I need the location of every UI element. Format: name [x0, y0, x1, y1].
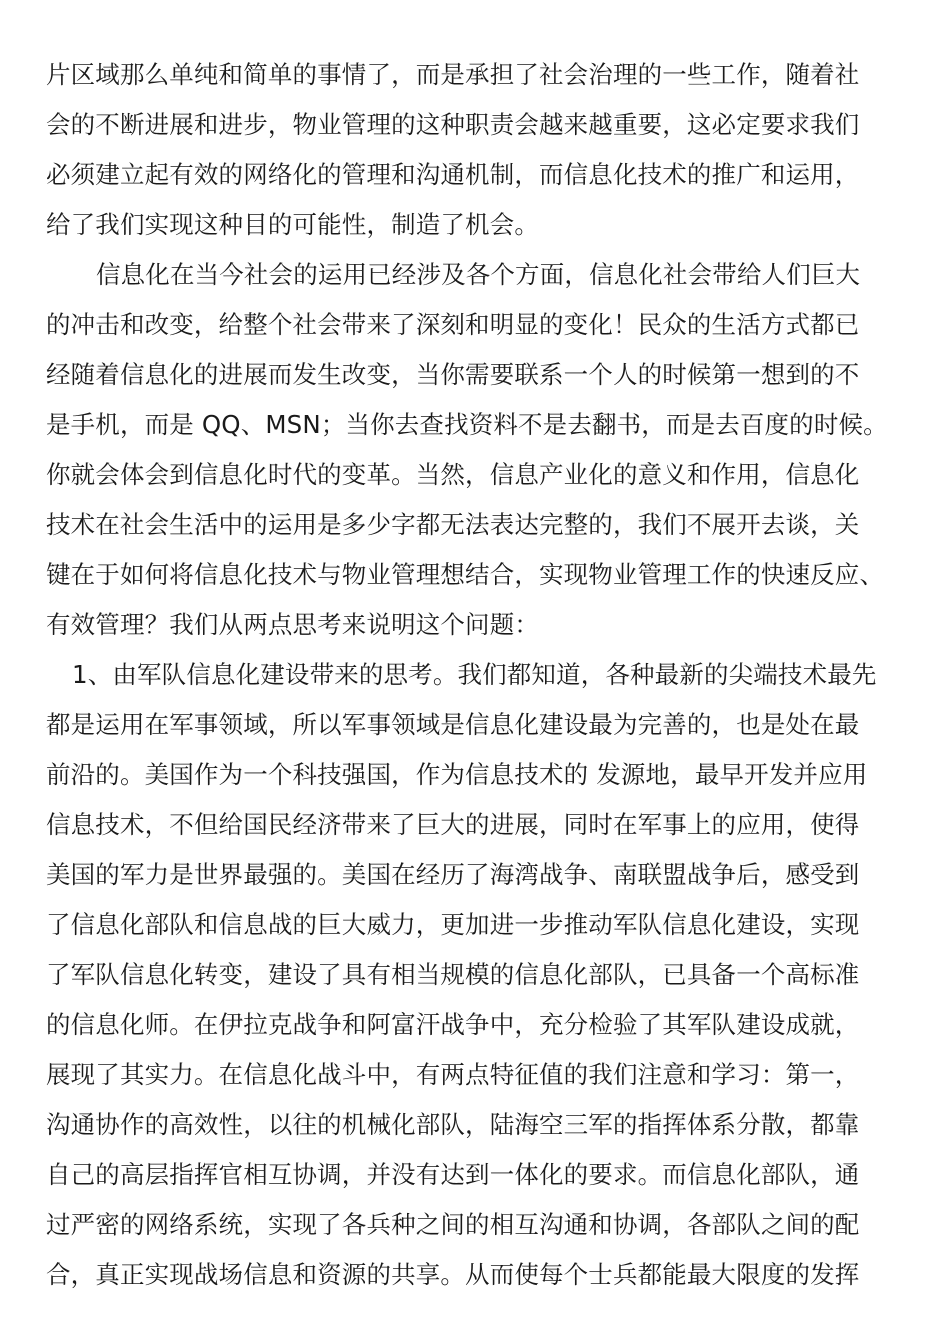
text-line: 过严密的网络系统，实现了各兵种之间的相互沟通和协调，各部队之间的配: [46, 1210, 860, 1239]
text-line: 美国的军力是世界最强的。美国在经历了海湾战争、南联盟战争后，感受到: [46, 860, 860, 889]
text-line: 技术在社会生活中的运用是多少字都无法表达完整的，我们不展开去谈，关: [46, 510, 860, 539]
text-line: 信息技术，不但给国民经济带来了巨大的进展，同时在军事上的应用，使得: [46, 810, 860, 839]
text-line: 给了我们实现这种目的可能性，制造了机会。: [46, 210, 539, 239]
text-line: 会的不断进展和进步，物业管理的这种职责会越来越重要，这必定要求我们: [46, 110, 860, 139]
text-line: 你就会体会到信息化时代的变革。当然，信息产业化的意义和作用，信息化: [46, 460, 860, 489]
text-line: 自己的高层指挥官相互协调，并没有达到一体化的要求。而信息化部队，通: [46, 1160, 860, 1189]
text-line: 的信息化师。在伊拉克战争和阿富汗战争中，充分检验了其军队建设成就，: [46, 1010, 860, 1039]
text-line: 了信息化部队和信息战的巨大威力，更加进一步推动军队信息化建设，实现: [46, 910, 860, 939]
text-line: 前沿的。美国作为一个科技强国，作为信息技术的 发源地，最早开发并应用: [46, 760, 868, 789]
text-line: 都是运用在军事领域，所以军事领域是信息化建设最为完善的，也是处在最: [46, 710, 860, 739]
text-line: 沟通协作的高效性，以往的机械化部队，陆海空三军的指挥体系分散，都靠: [46, 1110, 860, 1139]
paragraph-first-line: 信息化在当今社会的运用已经涉及各个方面，信息化社会带给人们巨大: [96, 260, 861, 289]
text-line: 的冲击和改变，给整个社会带来了深刻和明显的变化！民众的生活方式都已: [46, 310, 860, 339]
text-line: 片区域那么单纯和简单的事情了，而是承担了社会治理的一些工作，随着社: [46, 60, 860, 89]
text-line: 有效管理？我们从两点思考来说明这个问题：: [46, 610, 539, 639]
text-line: 经随着信息化的进展而发生改变，当你需要联系一个人的时候第一想到的不: [46, 360, 860, 389]
text-line: 是手机，而是 QQ、MSN；当你去查找资料不是去翻书，而是去百度的时候。: [46, 410, 888, 439]
text-line: 了军队信息化转变，建设了具有相当规模的信息化部队，已具备一个高标准: [46, 960, 860, 989]
numbered-item-first-line: 1、由军队信息化建设带来的思考。我们都知道，各种最新的尖端技术最先: [72, 660, 877, 689]
text-line: 键在于如何将信息化技术与物业管理想结合，实现物业管理工作的快速反应、: [46, 560, 885, 589]
text-line: 必须建立起有效的网络化的管理和沟通机制，而信息化技术的推广和运用，: [46, 160, 860, 189]
text-line: 展现了其实力。在信息化战斗中，有两点特征值的我们注意和学习：第一，: [46, 1060, 860, 1089]
text-line: 合，真正实现战场信息和资源的共享。从而使每个士兵都能最大限度的发挥: [46, 1260, 860, 1289]
